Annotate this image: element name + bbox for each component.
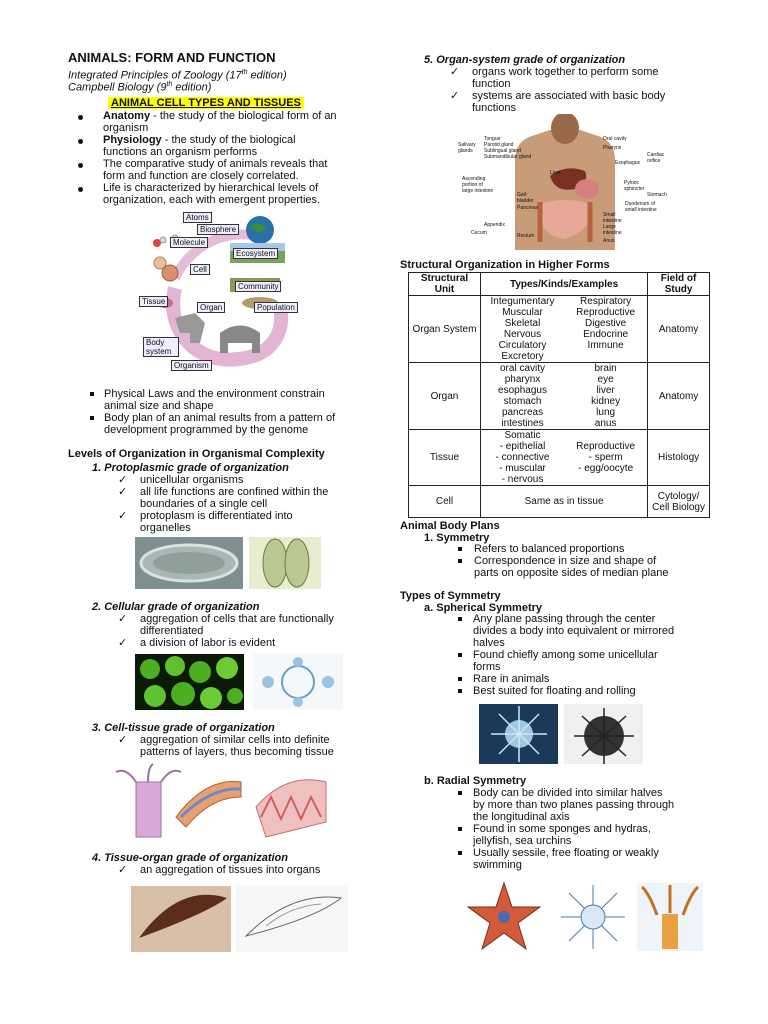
spherical-symmetry-title: a. Spherical Symmetry — [424, 602, 543, 614]
spherical-item-4: Best suited for floating and rolling — [473, 685, 636, 697]
grade-2-item-1-cont: differentiated — [140, 625, 204, 637]
cell-field: Anatomy — [648, 296, 710, 363]
cell-unit: Tissue — [409, 430, 481, 486]
cell-types-col2: Respiratory Reproductive Digestive Endocrine Immune — [564, 296, 648, 363]
cellular-diagram — [253, 654, 343, 710]
euglena-photo — [249, 537, 321, 589]
spherical-item-1-cont2: halves — [473, 637, 505, 649]
label-population: Population — [254, 302, 298, 313]
dig-label-ascending: Ascending portion of large intestine — [462, 176, 494, 194]
bullet-life-cont: organization, each with emergent properties. — [103, 194, 321, 206]
grade-2-title: 2. Cellular grade of organization — [92, 601, 260, 613]
grade-5-title: 5. Organ-system grade of organization — [424, 54, 626, 66]
symmetry-item-2: Correspondence in size and shape of — [474, 555, 657, 567]
hydra-tissue-diagram — [106, 762, 246, 842]
grade-3-title: 3. Cell-tissue grade of organization — [92, 722, 275, 734]
bullet-life: Life is characterized by hierarchical levels of — [103, 182, 319, 194]
label-atoms: Atoms — [183, 212, 212, 223]
dig-label-sublingual: Sublingual gland — [484, 148, 521, 154]
epithelium-diagram — [251, 767, 381, 843]
table-row — [409, 486, 710, 518]
radial-item-1-cont: by more than two planes passing through — [473, 799, 675, 811]
grade-1-title: 1. Protoplasmic grade of organization — [92, 462, 289, 474]
grade-2-item-2: a division of labor is evident — [140, 637, 276, 649]
bullet-anatomy-cont: organism — [103, 122, 149, 134]
bullet-body-plan: Body plan of an animal results from a pattern of — [104, 412, 336, 424]
cell-types-col1: Somatic - epithelial - connective - muscular - nervous — [480, 430, 564, 486]
dig-label-small-intestine: Small intestine — [603, 212, 622, 224]
radial-symmetry-title: b. Radial Symmetry — [424, 775, 527, 787]
grade-3-item-1: aggregation of similar cells into definite — [140, 734, 330, 746]
label-organism: Organism — [171, 360, 212, 371]
planarian-photo — [131, 886, 231, 952]
grade-1-item-1: unicellular organisms — [140, 474, 244, 486]
cell-field: Cytology/ Cell Biology — [648, 486, 710, 518]
grade-5-item-1-cont: function — [472, 78, 511, 90]
grade-1-item-3-cont: organelles — [140, 522, 191, 534]
dig-label-large-intestine: Large intestine — [603, 224, 622, 236]
radial-item-3: Usually sessile, free floating or weakly — [473, 847, 659, 859]
dig-label-rectum: Rectum — [517, 233, 535, 239]
radial-item-2-cont: jellyfish, sea urchins — [473, 835, 572, 847]
dig-label-oral-cavity: Oral cavity — [603, 136, 627, 142]
dig-label-stomach: Stomach — [647, 192, 667, 198]
radial-item-1-cont2: the longitudinal axis — [473, 811, 570, 823]
levels-heading: Levels of Organization in Organismal Complexity — [68, 448, 325, 460]
cell-field: Anatomy — [648, 363, 710, 430]
cell-types-merged: Same as in tissue — [480, 486, 647, 518]
starfish-diagram — [464, 881, 544, 951]
dig-label-appendix: Appendix — [484, 222, 505, 228]
label-tissue: Tissue — [139, 296, 168, 307]
radial-item-1: Body can be divided into similar halves — [473, 787, 663, 799]
reference-1: Integrated Principles of Zoology (17th edition) — [68, 69, 287, 82]
dig-label-liver: Liver — [550, 170, 561, 176]
dig-label-pyloric: Pyloric sphincter — [624, 180, 645, 192]
radiolarian-photo — [479, 704, 558, 764]
symmetry-item-2-cont: parts on opposite sides of median plane — [474, 567, 669, 579]
dig-label-esophagus: Esophagus — [615, 160, 641, 166]
label-cell: Cell — [190, 264, 210, 275]
grade-1-item-2: all life functions are confined within the — [140, 486, 329, 498]
structural-organization-table — [408, 272, 710, 518]
grade-5-item-2-cont: functions — [472, 102, 517, 114]
grade-5-item-2: systems are associated with basic body — [472, 90, 666, 102]
header-field: Field of Study — [648, 273, 710, 296]
page-title: ANIMALS: FORM AND FUNCTION — [68, 50, 276, 65]
table-row — [409, 430, 710, 486]
dig-label-duodenum: Duodenum of small intestine — [625, 201, 657, 213]
dig-label-tongue: Tongue — [484, 136, 501, 142]
cell-types-col2: Reproductive - sperm - egg/oocyte — [564, 430, 648, 486]
table-row — [409, 296, 710, 363]
grade-3-item-1-cont: patterns of layers, thus becoming tissue — [140, 746, 334, 758]
paramecium-photo — [135, 537, 243, 589]
grade-1-item-2-cont: boundaries of a single cell — [140, 498, 268, 510]
dig-label-cecum: Cecum — [471, 230, 487, 236]
dig-label-parotid: Parotid gland — [484, 142, 514, 148]
table-header-row — [409, 273, 710, 296]
planarian-anatomy-diagram — [236, 886, 348, 952]
label-community: Community — [235, 281, 281, 292]
bullet-anatomy: Anatomy - the study of the biological form of an — [103, 110, 337, 122]
dig-label-salivary: Salivary glands — [458, 142, 476, 154]
radial-item-3-cont: swimming — [473, 859, 522, 871]
cell-unit: Cell — [409, 486, 481, 518]
cell-types-col1: oral cavity pharynx esophagus stomach pancreas intestines — [480, 363, 564, 430]
label-molecule: Molecule — [170, 237, 208, 248]
cell-unit: Organ — [409, 363, 481, 430]
body-plans-heading: Animal Body Plans — [400, 520, 500, 532]
cell-field: Histology — [648, 430, 710, 486]
radial-item-2: Found in some sponges and hydras, — [473, 823, 651, 835]
dig-label-pancreas: Pancreas — [517, 205, 539, 211]
dig-label-pharynx: Pharynx — [603, 145, 622, 151]
spherical-item-1: Any plane passing through the center — [473, 613, 656, 625]
bullet-physiology-cont: functions an organism performs — [103, 146, 258, 158]
spherical-item-2-cont: forms — [473, 661, 501, 673]
label-biosphere: Biosphere — [197, 224, 239, 235]
types-of-symmetry-heading: Types of Symmetry — [400, 590, 501, 602]
grade-4-item-1: an aggregation of tissues into organs — [140, 864, 321, 876]
header-types: Types/Kinds/Examples — [480, 273, 647, 296]
cell-types-col1: Integumentary Muscular Skeletal Nervous Circulatory Excretory — [480, 296, 564, 363]
symmetry-item-1: Refers to balanced proportions — [474, 543, 625, 555]
header-structural-unit: Structural Unit — [409, 273, 481, 296]
cell-unit: Organ System — [409, 296, 481, 363]
table-row — [409, 363, 710, 430]
dig-label-cardiac: Cardiac orifice — [647, 152, 665, 164]
bullet-physiology: Physiology - the study of the biological — [103, 134, 296, 146]
label-body-system: Body system — [143, 337, 179, 357]
bullet-body-plan-cont: development programmed by the genome — [104, 424, 309, 436]
spherical-item-1-cont: divides a body into equivalent or mirrored — [473, 625, 675, 637]
spherical-item-3: Rare in animals — [473, 673, 550, 685]
reference-2: Campbell Biology (9th edition) — [68, 81, 212, 94]
volvox-photo — [135, 654, 244, 710]
section-heading-cell-types: ANIMAL CELL TYPES AND TISSUES — [108, 97, 304, 109]
spherical-item-2: Found chiefly among some unicellular — [473, 649, 658, 661]
sea-anemone-diagram — [637, 883, 703, 951]
cell-types-col2: brain eye liver kidney lung anus — [564, 363, 648, 430]
grade-5-item-1: organs work together to perform some — [472, 66, 659, 78]
grade-2-item-1: aggregation of cells that are functionally — [140, 613, 334, 625]
dig-label-anus: Anus — [603, 238, 615, 244]
spherical-organism-photo — [564, 704, 643, 764]
bullet-comparative: The comparative study of animals reveals that — [103, 158, 328, 170]
dig-label-submandibular: Submandibular gland — [484, 154, 532, 160]
bullet-physical-laws-cont: animal size and shape — [104, 400, 214, 412]
bullet-comparative-cont: form and function are closely correlated. — [103, 170, 299, 182]
bullet-physical-laws: Physical Laws and the environment constrain — [104, 388, 325, 400]
table-caption: Structural Organization in Higher Forms — [400, 259, 610, 271]
grade-1-item-3: protoplasm is differentiated into — [140, 510, 293, 522]
dig-label-gallbladder: Gall-bladder — [517, 192, 534, 204]
grade-4-title: 4. Tissue-organ grade of organization — [92, 852, 288, 864]
jellyfish-diagram — [553, 883, 633, 951]
label-organ: Organ — [197, 302, 225, 313]
label-ecosystem: Ecosystem — [233, 248, 278, 259]
symmetry-title: 1. Symmetry — [424, 532, 490, 544]
